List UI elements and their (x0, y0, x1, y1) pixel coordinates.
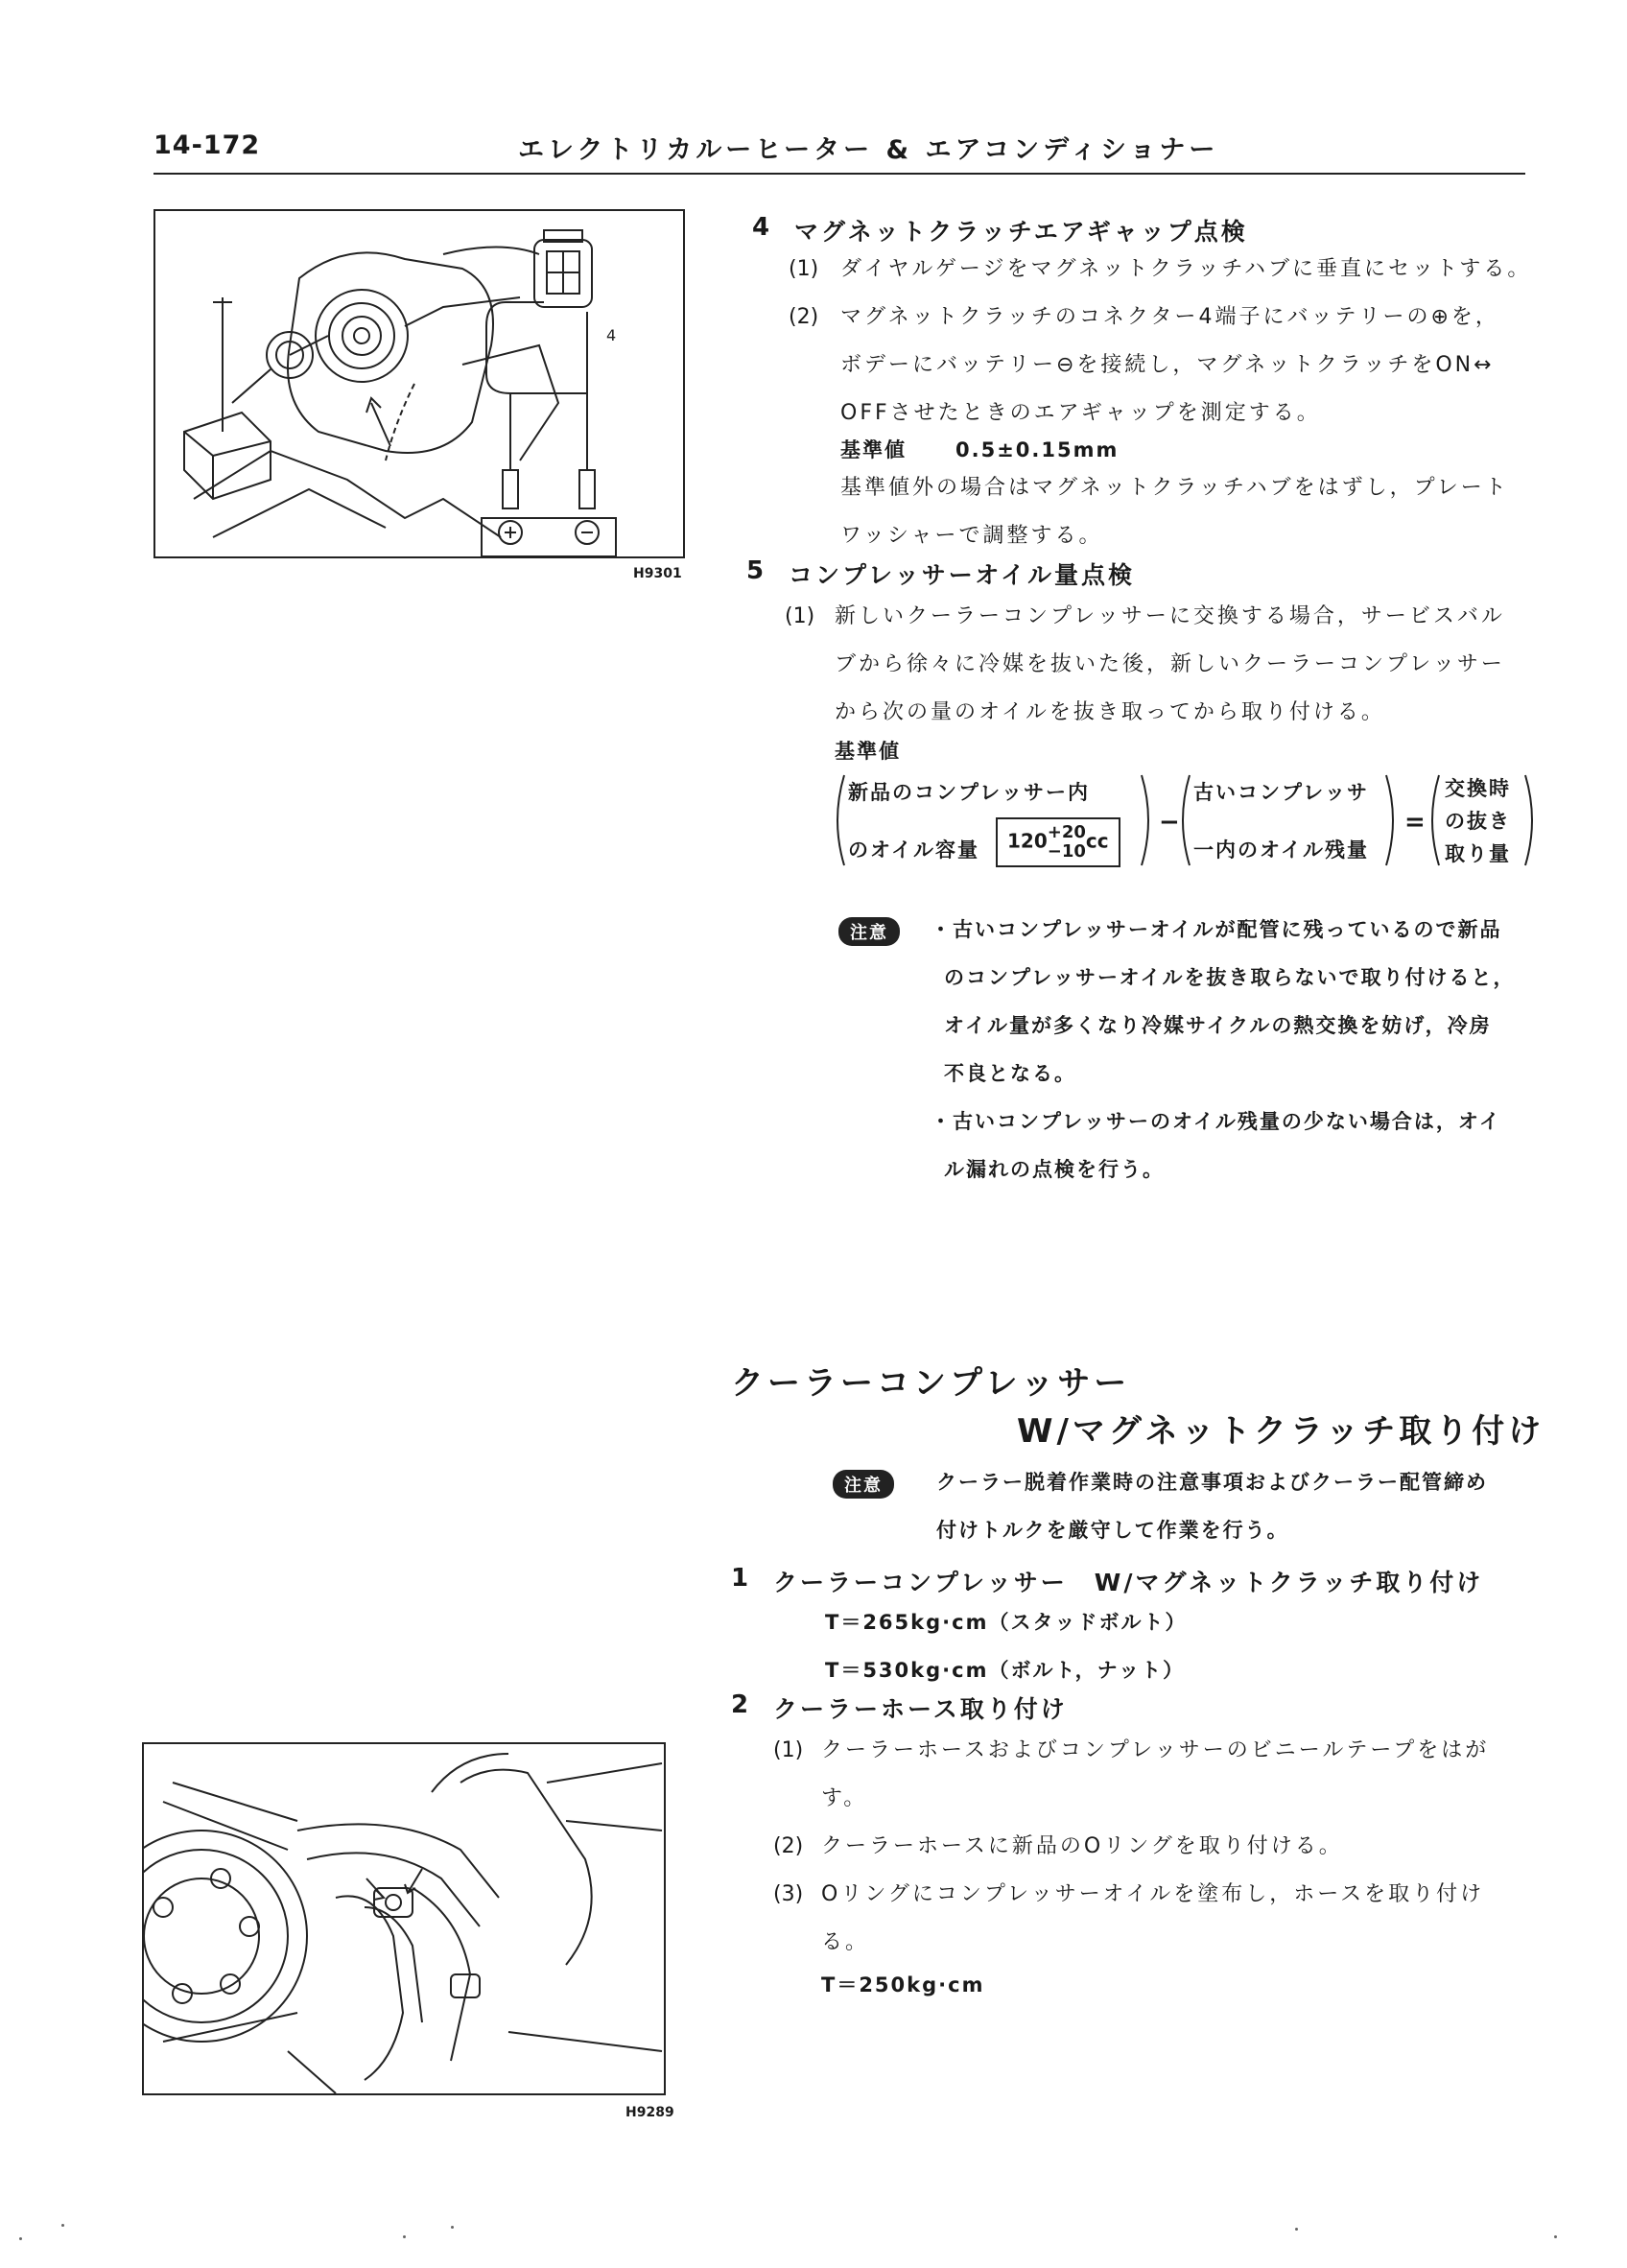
caution-badge-install: 注意 (833, 1470, 894, 1499)
formula-result-line-2: の抜き (1445, 810, 1511, 833)
section-5-line-3: から次の量のオイルを抜き取ってから取り付ける。 (835, 700, 1385, 724)
figure-callout-4: 4 (606, 326, 617, 344)
step-2-title: クーラーホース取り付け (773, 1695, 1068, 1723)
section-5-title: コンプレッサーオイル量点検 (789, 561, 1136, 589)
section-4-note-line-1: 基準値外の場合はマグネットクラッチハブをはずし，プレート (840, 476, 1509, 500)
step-2-item-1-line-1: クーラーホースおよびコンプレッサーのビニールテープをはが (821, 1738, 1490, 1762)
step-2-item-2-line-1: クーラーホースに新品のOリングを取り付ける。 (821, 1834, 1343, 1858)
figure-hose-install (142, 1742, 666, 2095)
step-1-torque-bolt-nut: T＝530kg·cm（ボルト，ナット） (825, 1659, 1186, 1682)
step-2-item-2-number: (2) (773, 1834, 804, 1858)
step-2-number: 2 (731, 1690, 749, 1719)
formula-new-line-2: のオイル容量 (848, 839, 979, 862)
formula-old-line-2: 一内のオイル残量 (1193, 839, 1369, 862)
scan-speck (1554, 2235, 1557, 2238)
step-2-item-3-number: (3) (773, 1882, 804, 1906)
section-4-item-1-text: ダイヤルゲージをマグネットクラッチハブに垂直にセットする。 (840, 257, 1532, 281)
formula-new-line-1: 新品のコンプレッサー内 (848, 781, 1090, 804)
page-number: 14-172 (153, 130, 261, 160)
formula-result-line-3: 取り量 (1445, 842, 1511, 865)
figure-magnetic-clutch-gap (153, 209, 685, 558)
step-1-title: クーラーコンプレッサー W/マグネットクラッチ取り付け (773, 1569, 1484, 1596)
formula-result-line-1: 交換時 (1445, 777, 1511, 800)
step-2-item-1-line-2: す。 (821, 1786, 868, 1810)
step-1-torque-stud: T＝265kg·cm（スタッドボルト） (825, 1611, 1188, 1634)
caution-1-line-2: のコンプレッサーオイルを抜き取らないで取り付けると， (944, 966, 1516, 989)
scan-speck (403, 2235, 406, 2238)
figure-code-h9301: H9301 (633, 566, 682, 581)
caution-1-line-3: オイル量が多くなり冷媒サイクルの熱交換を妨げ，冷房 (944, 1014, 1492, 1037)
step-2-item-3-line-2: る。 (821, 1930, 870, 1954)
step-2-item-3-line-1: Oリングにコンプレッサーオイルを塗布し，ホースを取り付け (821, 1882, 1485, 1906)
section-4-item-1-number: (1) (789, 257, 819, 281)
section-5-number: 5 (746, 556, 765, 585)
caution-2-line-2: ル漏れの点検を行う。 (944, 1158, 1165, 1181)
install-caution-line-2: 付けトルクを厳守して作業を行う。 (936, 1519, 1289, 1542)
section-4-number: 4 (752, 213, 770, 242)
step-2-torque: T＝250kg·cm (821, 1973, 985, 1996)
section-5-item-1-number: (1) (785, 604, 815, 628)
caution-1-line-1: ・古いコンプレッサーオイルが配管に残っているので新品 (931, 918, 1502, 941)
section-4-std-value: 0.5±0.15mm (955, 438, 1120, 461)
capacity-minus: −10 (1047, 841, 1086, 862)
capacity-base: 120 (1007, 829, 1048, 853)
section-5-std-label: 基準値 (835, 740, 901, 763)
scan-speck (19, 2237, 22, 2240)
install-caution-line-1: クーラー脱着作業時の注意事項およびクーラー配管締め (936, 1471, 1488, 1494)
scan-speck (451, 2226, 454, 2229)
scan-speck (61, 2224, 64, 2227)
section-4-item-2-line-2: ボデーにバッテリー⊖を接続し，マグネットクラッチをON↔ (840, 353, 1495, 377)
header-divider (153, 173, 1525, 175)
section-4-title: マグネットクラッチエアギャップ点検 (794, 218, 1248, 246)
step-2-item-1-number: (1) (773, 1738, 804, 1762)
scan-speck (1295, 2228, 1298, 2231)
step-1-number: 1 (731, 1564, 749, 1593)
page-header-title: エレクトリカルーヒーター & エアコンディショナー (518, 135, 1219, 165)
caution-badge-section-5: 注意 (838, 917, 900, 946)
section-5-line-1: 新しいクーラーコンプレッサーに交換する場合，サービスバル (835, 604, 1505, 628)
capacity-tolerance (1048, 823, 1086, 862)
new-oil-capacity-box (996, 817, 1120, 867)
figure-code-h9289: H9289 (625, 2105, 674, 2120)
capacity-unit: cc (1085, 829, 1109, 853)
capacity-plus: +20 (1047, 822, 1086, 842)
install-title-line-2: W/マグネットクラッチ取り付け (1017, 1412, 1545, 1451)
section-4-item-2-line-1: マグネットクラッチのコネクター4端子にバッテリーの⊕を， (840, 305, 1499, 329)
caution-1-line-4: 不良となる。 (944, 1062, 1076, 1085)
oil-formula (825, 768, 1535, 873)
figure-hose-install-drawing (144, 1744, 664, 2093)
caution-2-line-1: ・古いコンプレッサーのオイル残量の少ない場合は，オイ (931, 1110, 1501, 1133)
install-title-line-1: クーラーコンプレッサー (731, 1364, 1131, 1403)
section-4-item-2-number: (2) (789, 305, 819, 329)
section-4-item-2-line-3: OFFさせたときのエアギャップを測定する。 (840, 401, 1321, 425)
section-4-note-line-2: ワッシャーで調整する。 (840, 524, 1103, 548)
formula-minus-sign: − (1159, 808, 1182, 837)
section-4-std-label: 基準値 (840, 438, 907, 461)
section-5-line-2: ブから徐々に冷媒を抜いた後，新しいクーラーコンプレッサー (835, 652, 1505, 676)
figure-magnetic-clutch-gap-drawing (155, 211, 683, 556)
formula-old-line-1: 古いコンプレッサ (1193, 781, 1369, 804)
formula-equals-sign: = (1404, 808, 1427, 837)
